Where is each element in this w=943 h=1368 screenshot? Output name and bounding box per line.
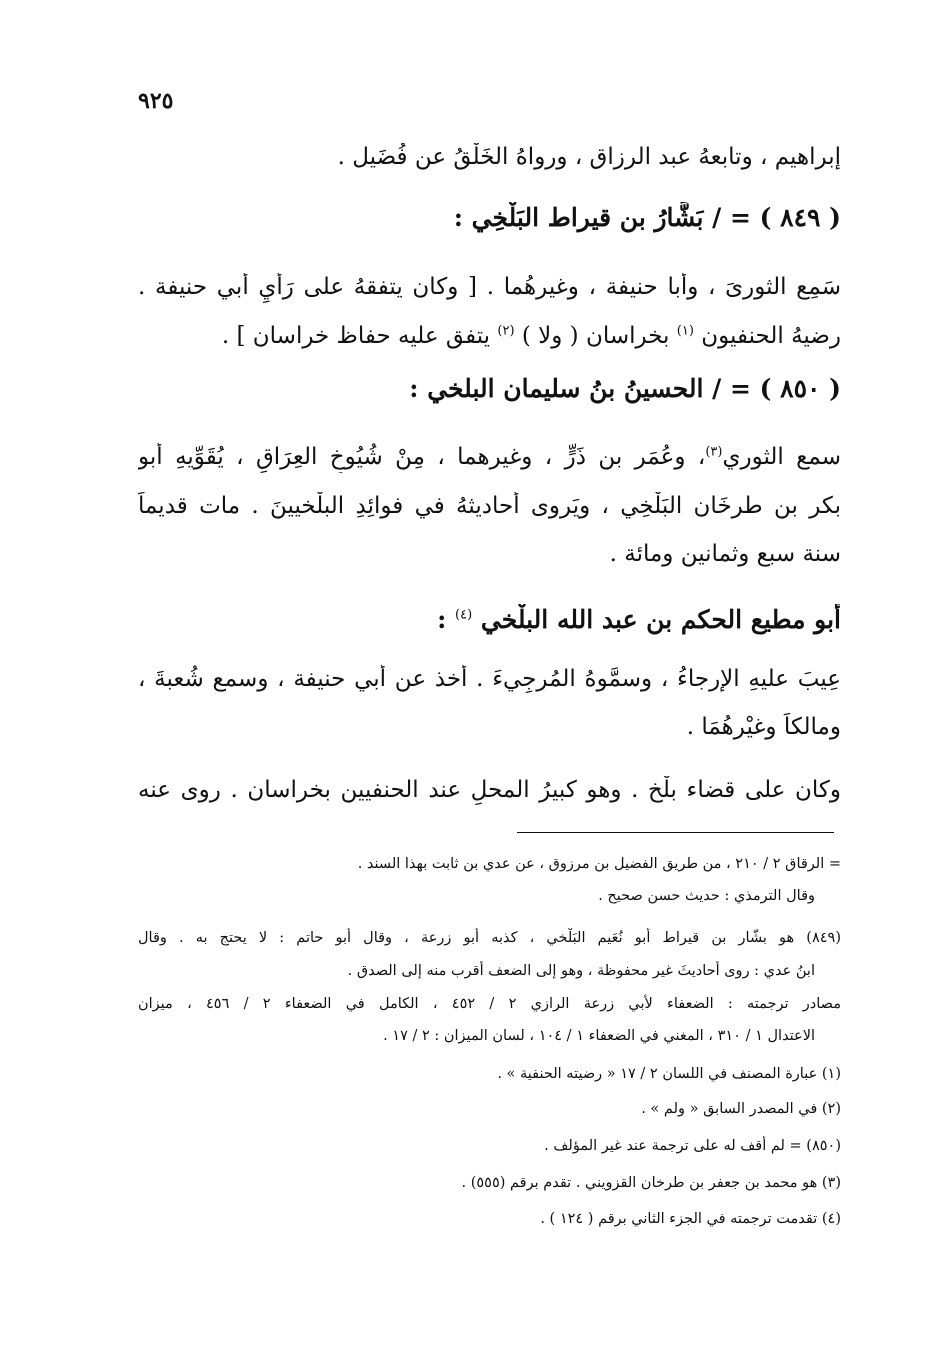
footnote-divider xyxy=(517,832,834,833)
abu-muti-line-1: عِيبَ عليهِ الإرجاءُ ، وسمَّوهُ المُرجِيءَ . أخذ عن أبي حنيفة ، وسمع شُعبةَ ، xyxy=(138,666,841,692)
footnote-849-line-2: ابنُ عدي : روى أحاديثَ غير محفوظة ، وهو إلى الضعف أقرب منه إلى الصدق . xyxy=(347,963,815,979)
footnote-1: (١) عبارة المصنف في اللسان ٢ / ١٧ « رضيته الحنفية » . xyxy=(497,1066,841,1082)
text-run: ، وعُمَر بن ذَرٍّ ، وغيرهما ، مِنْ شُيُوخِ العِرَاقِ ، يُقَوِّيهِ أبو xyxy=(138,444,706,470)
footnote-ref-3: (٣) xyxy=(705,444,723,460)
footnote-850: (٨٥٠) = لم أقف له على ترجمة عند غير المؤلف . xyxy=(544,1138,841,1154)
footnote-continuation-line-1: = الرقاق ٢ / ٢١٠ ، من طريق الفضيل بن مرزوق ، عن عدي بن ثابت بهذا السند . xyxy=(357,856,841,872)
text-run: رضيهُ الحنفيون xyxy=(701,323,841,349)
entry-849-line-1: سَمِع الثورىَ ، وأبا حنيفة ، وغيرهُما . [ وكان يتفقهُ على رَأْيِ أبي حنيفة . xyxy=(138,274,841,300)
footnote-3: (٣) هو محمد بن جعفر بن طرخان القزويني . تقدم برقم (٥٥٥) . xyxy=(461,1175,841,1191)
abu-muti-heading xyxy=(138,604,841,637)
footnote-2: (٢) في المصدر السابق « ولم » . xyxy=(641,1101,841,1117)
footnote-ref-1: (١) xyxy=(676,323,694,339)
footnote-continuation-line-2: وقال الترمذي : حديث حسن صحيح . xyxy=(598,888,815,904)
text-run: سمع الثوري xyxy=(722,444,841,470)
text-run: يتفق عليه حفاظ خراسان ] . xyxy=(221,323,491,349)
entry-849-line-2 xyxy=(138,322,841,352)
text-line: إبراهيم ، وتابعهُ عبد الرزاق ، ورواهُ الخَلْقُ عن فُضَيل . xyxy=(337,144,841,170)
entry-850-line-3: سنة سبع وثمانين ومائة . xyxy=(609,541,841,567)
footnote-ref-2: (٢) xyxy=(497,323,515,339)
entry-849-heading: ( ٨٤٩ ) = / بَشَّارُ بن قيراط البَلْخِي : xyxy=(453,203,841,232)
abu-muti-line-3: وكان على قضاء بلْخ . وهو كبيرُ المحلِ عند الحنفيين بخراسان . روى عنه xyxy=(138,777,841,803)
heading-colon: : xyxy=(437,605,447,634)
footnote-849-line-3: مصادر ترجمته : الضعفاء لأبي زرعة الرازي ٢ / ٤٥٢ ، الكامل في الضعفاء ٢ / ٤٥٦ ، ميزان xyxy=(138,996,841,1012)
entry-850-line-1 xyxy=(138,443,841,473)
abu-muti-line-2: ومالكاً وغيْرهُمَا . xyxy=(686,714,841,740)
footnote-4: (٤) تقدمت ترجمته في الجزء الثاني برقم ( ١٢٤ ) . xyxy=(540,1211,841,1227)
footnote-ref-4: (٤) xyxy=(455,607,473,623)
text-run: بخراسان ( ولا ) xyxy=(521,323,670,349)
footnote-849-line-4: الاعتدال ١ / ٣١٠ ، المغني في الضعفاء ١ / ١٠٤ ، لسان الميزان : ٢ / ١٧ . xyxy=(383,1028,815,1044)
entry-850-heading: ( ٨٥٠ ) = / الحسينُ بنُ سليمان البلخي : xyxy=(409,374,841,403)
page-number: ٩٢٥ xyxy=(138,88,174,114)
entry-850-line-2: بكر بن طرخَان البَلْخِي ، ويَروى أحاديثهُ في فوائِدِ البلْخيينَ . مات قديماً xyxy=(138,493,841,519)
heading-text: أبو مطيع الحكم بن عبد الله البلْخي xyxy=(480,605,841,634)
footnote-849-line-1: (٨٤٩) هو بشّار بن قيراط أبو نُعَيم البَلْخي ، كذبه أبو زرعة ، وقال أبو حاتم : لا يحتج به . وقال xyxy=(138,930,841,946)
